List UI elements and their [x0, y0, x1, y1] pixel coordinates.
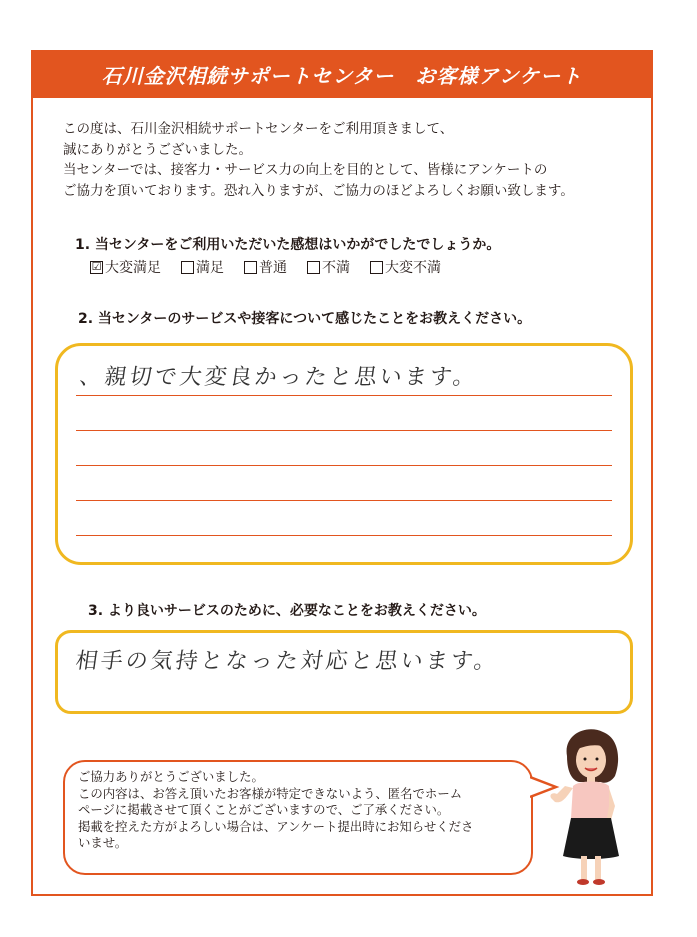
ruled-line	[76, 465, 612, 466]
intro-line: この度は、石川金沢相続サポートセンターをご利用頂きまして、	[63, 121, 454, 137]
checkbox[interactable]: ☑	[91, 259, 102, 273]
ruled-line	[76, 500, 612, 501]
question-2-label: 2. 当センターのサービスや接客について感じたことをお教えください。	[78, 311, 532, 327]
question-1-label: 1. 当センターをご利用いただいた感想はいかがでしたでしょうか。	[75, 237, 501, 253]
message-line: 掲載を控えた方がよろしい場合は、アンケート提出時にお知らせくださ	[78, 818, 474, 834]
staff-woman-illustration	[545, 726, 640, 888]
option-dissatisfied[interactable]	[307, 257, 350, 277]
message-line: ご協力ありがとうございました。	[78, 769, 264, 784]
option-normal[interactable]	[244, 257, 287, 277]
option-satisfied[interactable]	[181, 257, 224, 277]
option-label: 大変満足	[105, 260, 161, 276]
survey-title: 石川金沢相続サポートセンター お客様アンケート	[31, 50, 653, 98]
option-very-satisfied[interactable]	[90, 257, 161, 277]
ruled-line	[76, 535, 612, 536]
message-line: ページに掲載させて頂くことがございますので、ご了承ください。	[78, 802, 450, 817]
handwritten-answer-2: 、親切で大変良かったと思います。	[77, 365, 480, 390]
checkbox[interactable]	[244, 261, 257, 274]
message-line: いませ。	[78, 835, 128, 850]
thank-you-message	[78, 769, 523, 852]
option-label: 大変不満	[385, 260, 441, 276]
option-label: 不満	[322, 260, 350, 276]
question-3-label: 3. より良いサービスのために、必要なことをお教えください。	[88, 603, 486, 619]
message-line: この内容は、お答え頂いたお客様が特定できないよう、匿名でホーム	[78, 785, 463, 801]
option-label: 満足	[196, 260, 224, 276]
checkbox[interactable]	[370, 261, 383, 274]
ruled-line	[76, 430, 612, 431]
ruled-line	[76, 395, 612, 396]
intro-line: 当センターでは、接客力・サービス力の向上を目的として、皆様にアンケートの	[63, 162, 548, 178]
option-label: 普通	[259, 260, 287, 276]
handwritten-answer-3: 相手の気持となった対応と思います。	[73, 649, 501, 674]
intro-line: 誠にありがとうございました。	[63, 141, 252, 158]
checkbox[interactable]	[181, 261, 194, 274]
satisfaction-options	[90, 257, 441, 277]
intro-line: ご協力を頂いております。恐れ入りますが、ご協力のほどよろしくお願い致します。	[63, 182, 574, 199]
checkbox[interactable]	[307, 261, 320, 274]
option-very-dissatisfied[interactable]	[370, 257, 441, 277]
intro-text	[63, 119, 643, 201]
